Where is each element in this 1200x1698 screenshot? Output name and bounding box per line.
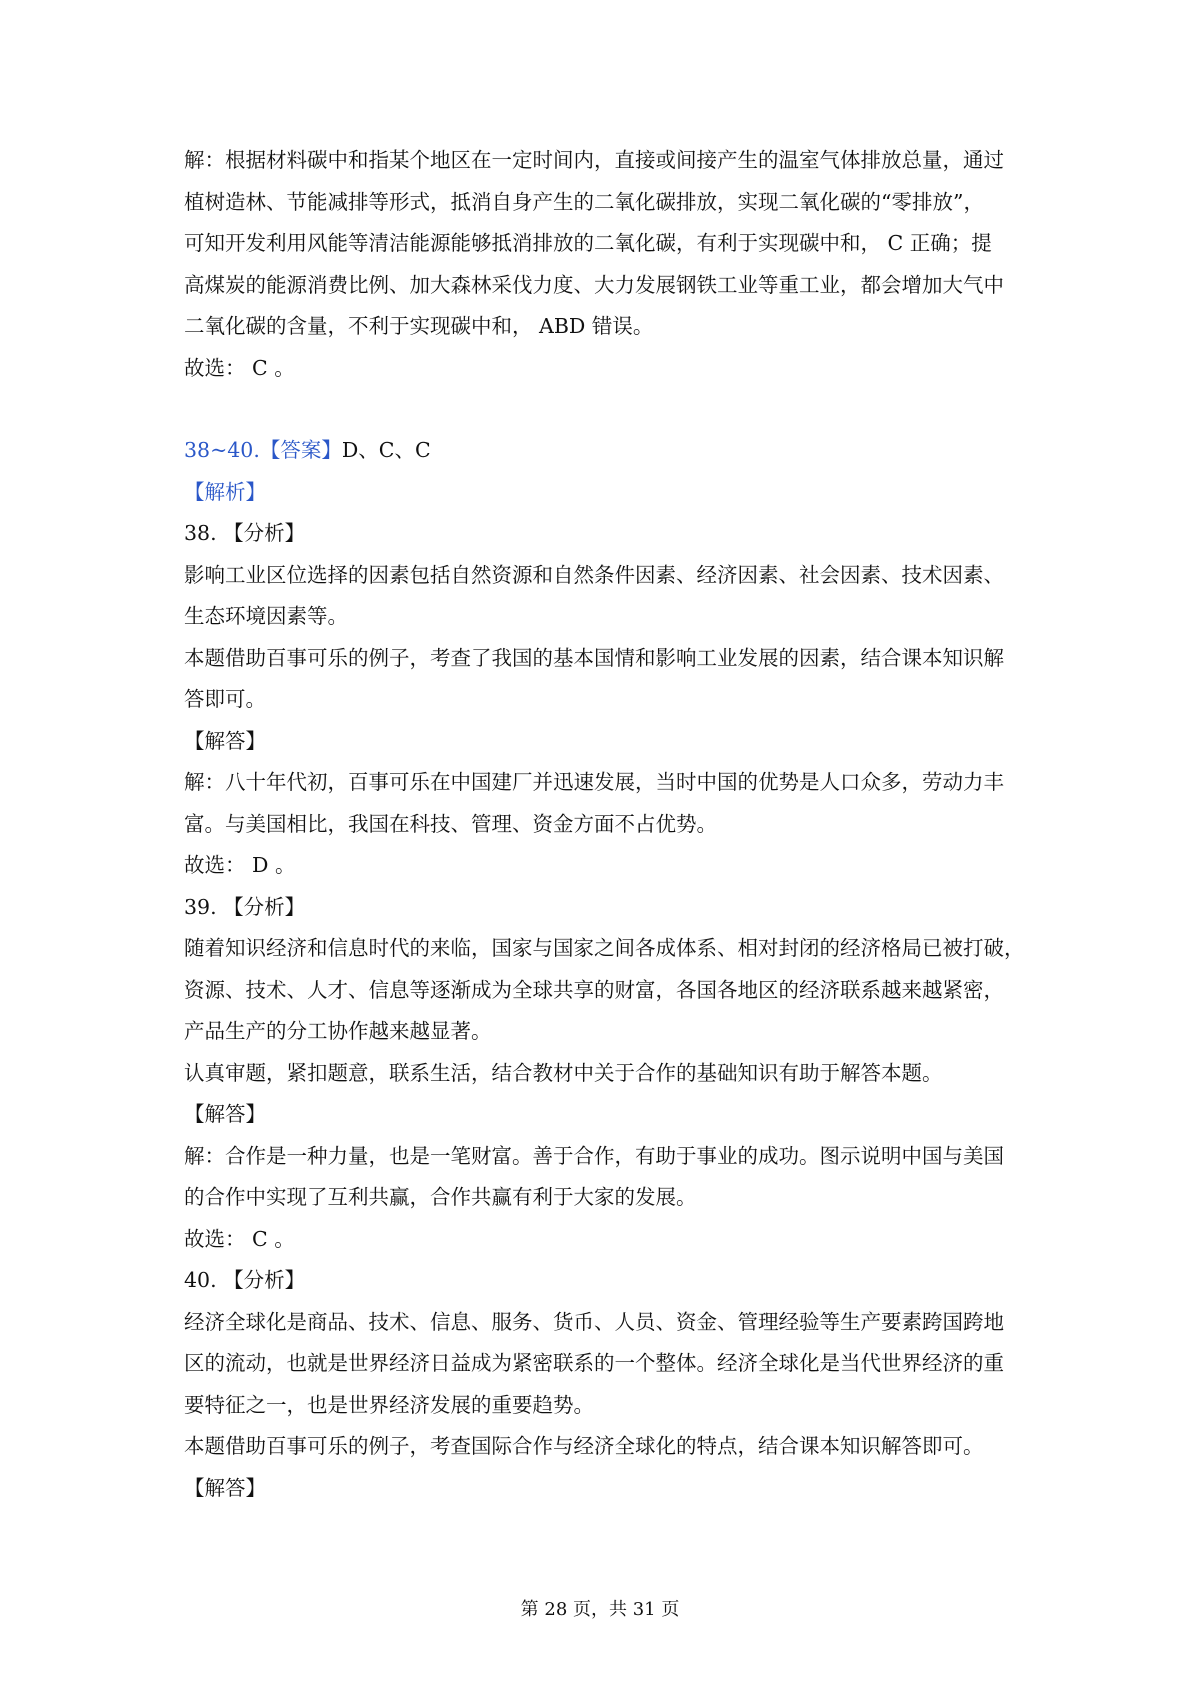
analysis-line: 生态环境因素等。 (184, 604, 348, 628)
analysis-line: 影响工业区位选择的因素包括自然资源和自然条件因素、经济因素、社会因素、技术因素、 (184, 562, 1004, 587)
analysis-line: 本题借助百事可乐的例子，考查国际合作与经济全球化的特点，结合课本知识解答即可。 (184, 1434, 984, 1458)
answer-value: D、C、C (341, 438, 431, 462)
document-body (184, 140, 1030, 1509)
analysis-tag: 【解析】 (184, 479, 266, 504)
section-gap (184, 389, 1030, 430)
solution-line: 解：八十年代初，百事可乐在中国建厂并迅速发展，当时中国的优势是人口众多，劳动力丰 (184, 770, 1004, 794)
analysis-line: 本题借助百事可乐的例子，考查了我国的基本国情和影响工业发展的因素，结合课本知识解 (184, 645, 1004, 670)
solution-line: 解：合作是一种力量，也是一笔财富。善于合作，有助于事业的成功。图示说明中国与美国 (184, 1143, 1004, 1168)
solution-line: 解：根据材料碳中和指某个地区在一定时间内，直接或间接产生的温室气体排放总量，通过 (184, 148, 1004, 172)
analysis-line: 随着知识经济和信息时代的来临，国家与国家之间各成体系、相对封闭的经济格局已被打破， (184, 936, 1025, 960)
q40-header: 40. 【分析】 (184, 1268, 306, 1292)
analysis-line: 区的流动，也就是世界经济日益成为紧密联系的一个整体。经济全球化是当代世界经济的重 (184, 1351, 1004, 1375)
solution-line: 的合作中实现了互利共赢，合作共赢有利于大家的发展。 (184, 1185, 697, 1209)
solution-line: 高煤炭的能源消费比例、加大森林采伐力度、大力发展钢铁工业等重工业，都会增加大气中 (184, 272, 1004, 297)
analysis-line: 资源、技术、人才、信息等逐渐成为全球共享的财富，各国各地区的经济联系越来越紧密， (184, 977, 1004, 1002)
analysis-line: 要特征之一，也是世界经济发展的重要趋势。 (184, 1392, 594, 1417)
solution-line: 可知开发利用风能等清洁能源能够抵消排放的二氧化碳，有利于实现碳中和， C 正确；提 (184, 231, 992, 255)
solution-tag: 【解答】 (184, 1102, 266, 1126)
solution-tag: 【解答】 (184, 728, 266, 753)
answer-tag: 【答案】 (259, 438, 342, 462)
solution-tag: 【解答】 (184, 1475, 266, 1500)
analysis-line: 经济全球化是商品、技术、信息、服务、货币、人员、资金、管理经验等生产要素跨国跨地 (184, 1309, 1004, 1334)
analysis-line: 答即可。 (184, 687, 266, 711)
analysis-line: 认真审题，紧扣题意，联系生活，结合教材中关于合作的基础知识有助于解答本题。 (184, 1060, 943, 1085)
q39-header: 39. 【分析】 (184, 894, 306, 919)
answer-heading (184, 430, 1030, 472)
question-range: 38~40. (184, 438, 260, 462)
choice-line: 故选： D 。 (184, 853, 296, 877)
choice-line: 故选： C 。 (184, 355, 295, 380)
choice-line: 故选： C 。 (184, 1226, 295, 1251)
solution-line: 富。与美国相比，我国在科技、管理、资金方面不占优势。 (184, 811, 717, 836)
q38-header: 38. 【分析】 (184, 521, 306, 545)
page-number: 第 28 页，共 31 页 (520, 1599, 680, 1620)
solution-line: 二氧化碳的含量，不利于实现碳中和， ABD 错误。 (184, 314, 654, 338)
solution-line: 植树造林、节能减排等形式，抵消自身产生的二氧化碳排放，实现二氧化碳的“零排放”， (184, 189, 984, 214)
analysis-line: 产品生产的分工协作越来越显著。 (184, 1019, 492, 1043)
